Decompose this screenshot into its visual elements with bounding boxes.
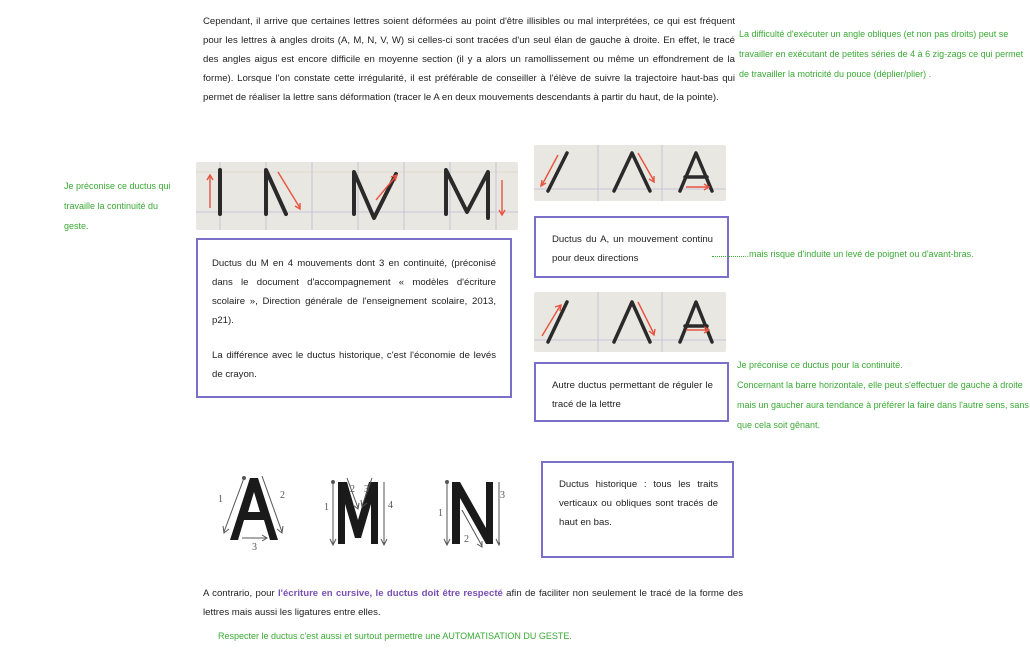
note-left-handed: Concernant la barre horizontale, elle peut s'effectuer de gauche à droite mais un gaucher aura tendance à préférer la faire dans l'autre sens, sans que cela soit gênant. bbox=[737, 380, 1029, 430]
svg-text:4: 4 bbox=[388, 500, 393, 511]
a-ductus-description: Ductus du A, un mouvement continu pour deux directions bbox=[552, 234, 713, 264]
a-other-ductus-box bbox=[534, 362, 729, 422]
note-zigzag: La difficulté d'exécuter un angle obliques (et non pas droits) peut se travailler en exécutant de petites séries de 4 à 6 zig-zags ce qui permet de travailler la motricité du pouce (déplier/plier) . bbox=[739, 29, 1024, 79]
svg-text:3: 3 bbox=[252, 542, 257, 552]
note-automatisation: Respecter le ductus c'est aussi et surtout permettre une AUTOMATISATION DU GESTE. bbox=[218, 631, 572, 641]
note-wrist-risk: ..mais risque d'induite un levé de poignet ou d'avant-bras. bbox=[744, 249, 974, 259]
conclusion-highlight: l'écriture en cursive, le ductus doit être respecté bbox=[278, 588, 503, 599]
svg-text:2: 2 bbox=[350, 484, 355, 495]
note-continuity-a: Je préconise ce ductus pour la continuité. bbox=[737, 360, 903, 370]
historic-ductus-box bbox=[541, 461, 734, 558]
dotted-connector bbox=[712, 256, 744, 257]
svg-text:1: 1 bbox=[438, 508, 443, 519]
historic-letters-diagram bbox=[210, 468, 505, 552]
m-ductus-description: Ductus du M en 4 mouvements dont 3 en continuité, (préconisé dans le document d'accompagnement « modèles d'écriture scolaire », Direction générale de l'enseignement scolaire, 2013, p21). bbox=[212, 258, 496, 326]
note-continuity: Je préconise ce ductus qui travaille la continuité du geste. bbox=[64, 181, 171, 231]
svg-text:2: 2 bbox=[464, 534, 469, 545]
a-ductus-photo-2 bbox=[534, 292, 726, 352]
conclusion-text-end: afin de faciliter non seulement le tracé de la forme des lettres mais aussi les ligatures entre elles. bbox=[203, 588, 744, 618]
letter-m-diagram bbox=[324, 478, 393, 545]
svg-text:3: 3 bbox=[364, 484, 369, 495]
svg-text:1: 1 bbox=[324, 502, 329, 513]
a-other-description: Autre ductus permettant de réguler le tracé de la lettre bbox=[552, 380, 713, 410]
a-ductus-box bbox=[534, 216, 729, 278]
historic-ductus-description: Ductus historique : tous les traits verticaux ou obliques sont tracés de haut en bas. bbox=[559, 479, 718, 528]
intro-paragraph: Cependant, il arrive que certaines lettres soient déformées au point d'être illisibles ou mal interprétées, ce qui est fréquent pour les lettres à angles droits (A, M, N, V, W) si celles-ci sont tracées d'un seul élan de gauche à droite. En effet, le tracé des angles aigus est encore difficile en moyenne section (il y a alors un ramollissement ou même un effondrement de la forme). Lorsque l'on constate cette irrégularité, il est préférable de conseiller à l'élève de suivre la trajectoire haut-bas qui permet de réaliser la lettre sans déformation (tracer le A en deux mouvements descendants à partir du haut, de la pointe). bbox=[203, 16, 735, 103]
letter-n-diagram bbox=[438, 481, 500, 548]
svg-text:1: 1 bbox=[218, 494, 223, 505]
conclusion-paragraph bbox=[203, 584, 743, 622]
svg-text:2: 2 bbox=[280, 490, 285, 501]
m-ductus-photo bbox=[196, 162, 518, 230]
conclusion-text-start: A contrario, pour bbox=[203, 588, 278, 599]
m-ductus-box bbox=[196, 238, 512, 398]
note-horizontal-bar bbox=[737, 355, 1030, 435]
letter-a-diagram bbox=[218, 476, 285, 552]
a-ductus-photo-1 bbox=[534, 145, 726, 201]
m-ductus-difference: La différence avec le ductus historique, c'est l'économie de levés de crayon. bbox=[212, 350, 496, 380]
n-number-3: 3 bbox=[500, 490, 505, 501]
